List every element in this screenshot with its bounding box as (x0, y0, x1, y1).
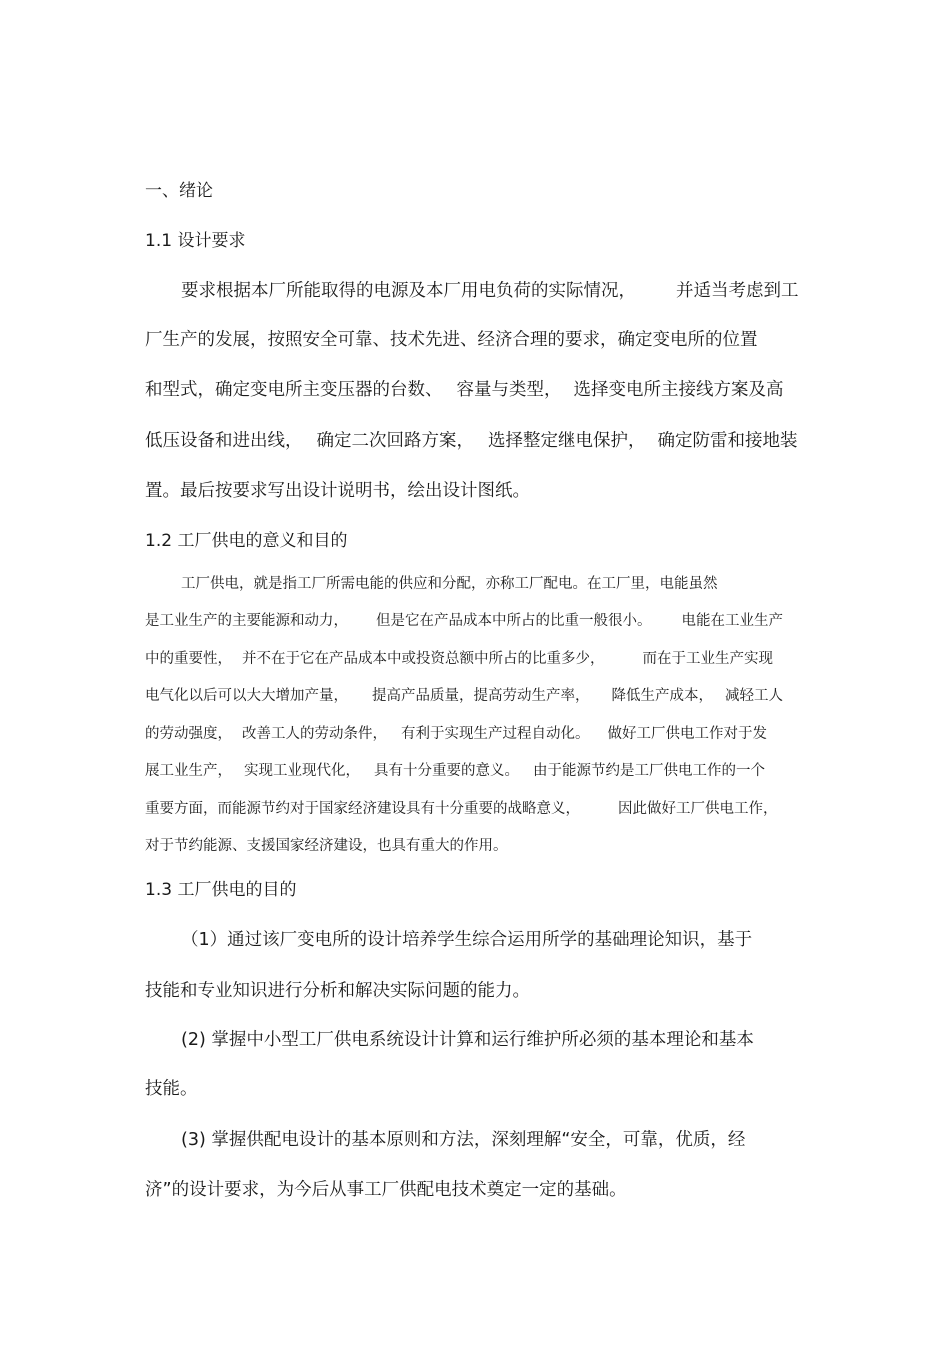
text-segment: 确定防雷和接地装 (657, 431, 798, 451)
paragraph-line: 厂生产的发展，按照安全可靠、技术先进、经济合理的要求，确定变电所的位置 (145, 330, 758, 350)
text-segment: 中的重要性， (145, 651, 232, 667)
text-segment: 和型式，确定变电所主变压器的台数、 (145, 380, 443, 400)
text-segment: 但是它在产品成本中所占的比重一般很小。 (376, 613, 652, 629)
paragraph-line: 置。最后按要求写出设计说明书，绘出设计图纸。 (145, 481, 530, 501)
text-segment: 降低生产成本， (611, 688, 713, 704)
text-segment: 有利于实现生产过程自动化。 (401, 726, 590, 742)
text-segment: 并适当考虑到工 (676, 281, 799, 301)
list-item-line: 济”的设计要求，为今后从事工厂供配电技术奠定一定的基础。 (145, 1180, 627, 1200)
text-segment: 实现工业现代化， (244, 763, 360, 779)
text-segment: 的劳动强度， (145, 726, 232, 742)
paragraph-line (145, 614, 783, 629)
list-item-line: 技能。 (145, 1079, 198, 1099)
list-item-line: （1）通过该厂变电所的设计培养学生综合运用所学的基础理论知识，基于 (181, 930, 753, 950)
text-segment: 选择整定继电保护， (488, 431, 646, 451)
text-segment: 电气化以后可以大大增加产量， (145, 688, 348, 704)
text-segment: 减轻工人 (725, 688, 783, 704)
text-segment: 因此做好工厂供电工作， (618, 801, 778, 817)
text-segment: 提高产品质量，提高劳动生产率， (372, 688, 590, 704)
paragraph-line (145, 652, 773, 667)
paragraph-line: 对于节约能源、支援国家经济建设，也具有重大的作用。 (145, 838, 508, 854)
text-segment: 要求根据本厂所能取得的电源及本厂用电负荷的实际情况， (181, 281, 636, 301)
section-heading-1-1: 1.1 设计要求 (145, 231, 246, 251)
text-segment: 选择变电所主接线方案及高 (573, 380, 784, 400)
list-item-line: (2) 掌握中小型工厂供电系统设计计算和运行维护所必须的基本理论和基本 (181, 1030, 754, 1050)
text-segment: 而在于工业生产实现 (642, 651, 773, 667)
section-heading-1-3: 1.3 工厂供电的目的 (145, 880, 297, 900)
text-segment: 电能在工业生产 (681, 613, 783, 629)
text-segment: 是工业生产的主要能源和动力， (145, 613, 348, 629)
text-segment: 确定二次回路方案， (316, 431, 474, 451)
paragraph-line (145, 802, 778, 817)
text-segment: 容量与类型， (456, 380, 562, 400)
text-segment: 改善工人的劳动条件， (242, 726, 387, 742)
text-segment: 低压设备和进出线， (145, 431, 303, 451)
text-segment: 并不在于它在产品成本中或投资总额中所占的比重多少， (242, 651, 605, 667)
paragraph-line (145, 382, 784, 400)
paragraph-line (145, 764, 765, 779)
chapter-heading: 一、绪论 (145, 181, 213, 201)
list-item-line: 技能和专业知识进行分析和解决实际问题的能力。 (145, 981, 530, 1001)
list-item-line: (3) 掌握供配电设计的基本原则和方法，深刻理解“安全，可靠，优质，经 (181, 1130, 746, 1150)
text-segment: 由于能源节约是工厂供电工作的一个 (533, 763, 765, 779)
paragraph-line: 工厂供电，就是指工厂所需电能的供应和分配，亦称工厂配电。在工厂里，电能虽然 (181, 576, 718, 592)
text-segment: 重要方面，而能源节约对于国家经济建设具有十分重要的战略意义， (145, 801, 580, 817)
paragraph-line (145, 727, 767, 742)
text-segment: 具有十分重要的意义。 (374, 763, 519, 779)
paragraph-line (145, 433, 798, 451)
paragraph-line (181, 283, 799, 301)
paragraph-line (145, 689, 783, 704)
text-segment: 做好工厂供电工作对于发 (607, 726, 767, 742)
section-heading-1-2: 1.2 工厂供电的意义和目的 (145, 531, 348, 551)
text-segment: 展工业生产， (145, 763, 232, 779)
